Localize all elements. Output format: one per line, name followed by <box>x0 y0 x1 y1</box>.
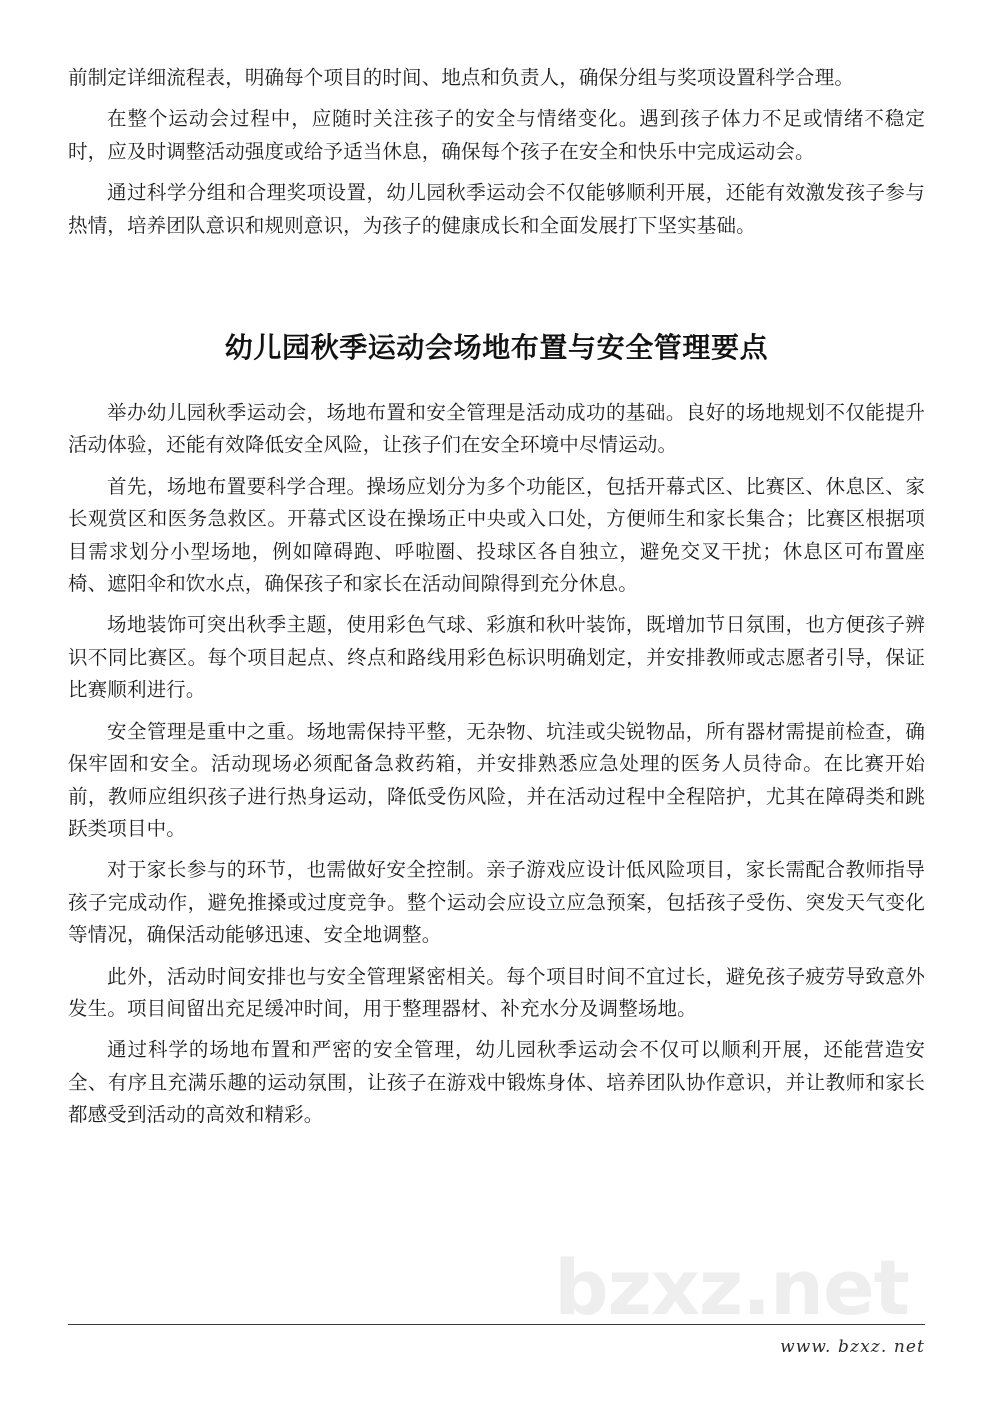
paragraph-continuation: 前制定详细流程表，明确每个项目的时间、地点和负责人，确保分组与奖项设置科学合理。 <box>68 66 855 89</box>
paragraph: 此外，活动时间安排也与安全管理紧密相关。每个项目时间不宜过长，避免孩子疲劳导致意外发生。项目间留出充足缓冲时间，用于整理器材、补充水分及调整场地。 <box>68 964 925 1020</box>
title-spacer <box>68 368 925 397</box>
paragraph: 场地装饰可突出秋季主题，使用彩色气球、彩旗和秋叶装饰，既增加节日氛围，也方便孩子辨识不同比赛区。每个项目起点、终点和路线用彩色标识明确划定，并安排教师或志愿者引导，保证比赛顺利进行。 <box>68 613 925 702</box>
paragraph: 首先，场地布置要科学合理。操场应划分为多个功能区，包括开幕式区、比赛区、休息区、家长观赏区和医务急救区。开幕式区设在操场正中央或入口处，方便师生和家长集合；比赛区根据项目需求划分小型场地，例如障碍跑、呼啦圈、投球区各自独立，避免交叉干扰；休息区可布置座椅、遮阳伞和饮水点，确保孩子和家长在活动间隙得到充分休息。 <box>68 474 925 596</box>
document-body <box>68 62 925 1132</box>
footer-divider <box>68 1324 925 1325</box>
paragraph: 在整个运动会过程中，应随时关注孩子的安全与情绪变化。遇到孩子体力不足或情绪不稳定时，应及时调整活动强度或给予适当休息，确保每个孩子在安全和快乐中完成运动会。 <box>68 107 925 163</box>
paragraph: 举办幼儿园秋季运动会，场地布置和安全管理是活动成功的基础。良好的场地规划不仅能提升活动体验，还能有效降低安全风险，让孩子们在安全环境中尽情运动。 <box>68 401 925 457</box>
footer-url: www. bzxz. net <box>780 1337 925 1357</box>
paragraph: 对于家长参与的环节，也需做好安全控制。亲子游戏应设计低风险项目，家长需配合教师指导孩子完成动作，避免推搡或过度竞争。整个运动会应设立应急预案，包括孩子受伤、突发天气变化等情况，确保活动能够迅速、安全地调整。 <box>68 858 925 947</box>
page-title: 幼儿园秋季运动会场地布置与安全管理要点 <box>224 331 769 365</box>
site-watermark: bzxz.net <box>554 1243 909 1332</box>
paragraph: 通过科学分组和合理奖项设置，幼儿园秋季运动会不仅能够顺利开展，还能有效激发孩子参与热情，培养团队意识和规则意识，为孩子的健康成长和全面发展打下坚实基础。 <box>68 181 925 237</box>
paragraph: 安全管理是重中之重。场地需保持平整，无杂物、坑洼或尖锐物品，所有器材需提前检查，确保牢固和安全。活动现场必须配备急救药箱，并安排熟悉应急处理的医务人员待命。在比赛开始前，教师应组织孩子进行热身运动，降低受伤风险，并在活动过程中全程陪护，尤其在障碍类和跳跃类项目中。 <box>68 719 925 840</box>
section-spacer <box>68 242 925 328</box>
page-footer <box>68 1243 925 1362</box>
paragraph: 通过科学的场地布置和严密的安全管理，幼儿园秋季运动会不仅可以顺利开展，还能营造安全、有序且充满乐趣的运动氛围，让孩子在游戏中锻炼身体、培养团队协作意识，并让教师和家长都感受到活动的高效和精彩。 <box>68 1038 925 1127</box>
